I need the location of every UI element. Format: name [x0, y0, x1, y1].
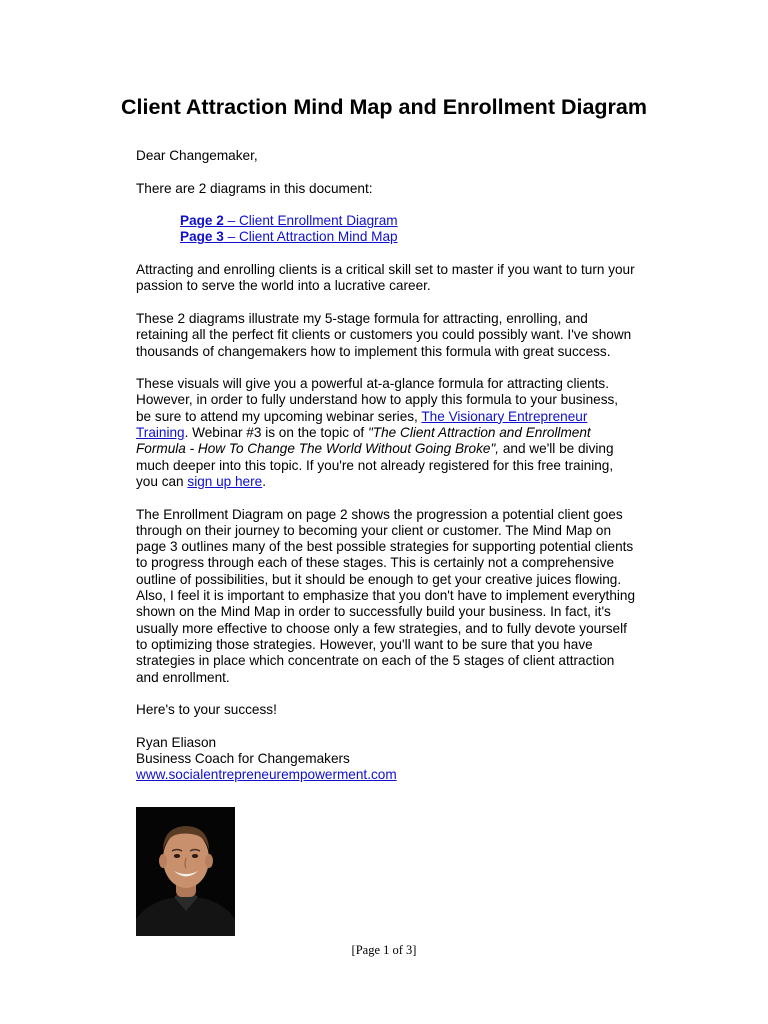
webinar-text-3: and we'll be diving much deeper into this topic. If you're not already registered for this free training, you can	[136, 441, 614, 489]
diagram-link-page-2-label[interactable]: – Client Enrollment Diagram	[223, 213, 398, 229]
author-portrait-icon	[136, 807, 235, 936]
page-footer: [Page 1 of 3]	[351, 943, 417, 957]
website-link[interactable]: www.socialentrepreneurempowerment.com	[136, 767, 397, 783]
signature	[136, 735, 636, 784]
closing: Here's to your success!	[136, 702, 277, 718]
paragraph-career: Attracting and enrolling clients is a critical skill set to master if you want to turn your passion to serve the world into a lucrative career.	[136, 262, 635, 294]
diagram-link-page-2-page[interactable]: Page 2	[180, 213, 224, 229]
visionary-entrepreneur-training-link[interactable]: The Visionary Entrepreneur Training	[136, 408, 588, 441]
webinar-text-4: .	[262, 473, 266, 489]
diagram-link-page-2[interactable]	[180, 213, 636, 229]
intro-text: There are 2 diagrams in this document:	[136, 180, 373, 196]
webinar-text-1: These visuals will give you a powerful at-a-glance formula for attracting clients. However, in order to fully understand how to apply this formula to your business, be sure to attend my upcoming webinar series,	[136, 376, 619, 424]
diagram-links	[180, 213, 636, 246]
diagram-link-page-3-page[interactable]: Page 3	[180, 229, 224, 245]
paragraph-formula: These 2 diagrams illustrate my 5-stage formula for attracting, enrolling, and retaining all the perfect fit clients or customers you could possibly want. I've shown thousands of changemakers how to implement this formula with great success.	[136, 310, 632, 359]
webinar-text-2: . Webinar #3 is on the topic of	[184, 425, 368, 441]
signature-name: Ryan Eliason	[136, 734, 217, 750]
greeting: Dear Changemaker,	[136, 148, 258, 163]
letter-body	[136, 148, 636, 784]
page-title: Client Attraction Mind Map and Enrollment Diagram	[121, 95, 647, 119]
author-photo	[136, 807, 235, 936]
diagram-link-page-3[interactable]	[180, 229, 636, 245]
webinar-topic: "The Client Attraction and Enrollment Formula - How To Change The World Without Going Broke",	[136, 425, 591, 457]
paragraph-diagrams: The Enrollment Diagram on page 2 shows the progression a potential client goes through on their journey to becoming your client or customer. The Mind Map on page 3 outlines many of the best possible strategies for supporting potential clients to progress through each of these stages. This is certainly not a comprehensive outline of possibilities, but it should be enough to get your creative juices flowing. Also, I feel it is important to emphasize that you don't have to implement everything shown on the Mind Map in order to successfully build your business. In fact, it's usually more effective to choose only a few strategies, and to fully devote yourself to optimizing those strategies. However, you'll want to be sure that you have strategies in place which concentrate on each of the 5 stages of client attraction and enrollment.	[136, 506, 636, 685]
sign-up-link[interactable]: sign up here	[187, 473, 263, 489]
signature-role: Business Coach for Changemakers	[136, 750, 350, 766]
paragraph-webinar	[136, 376, 636, 490]
diagram-link-page-3-label[interactable]: – Client Attraction Mind Map	[223, 229, 398, 245]
